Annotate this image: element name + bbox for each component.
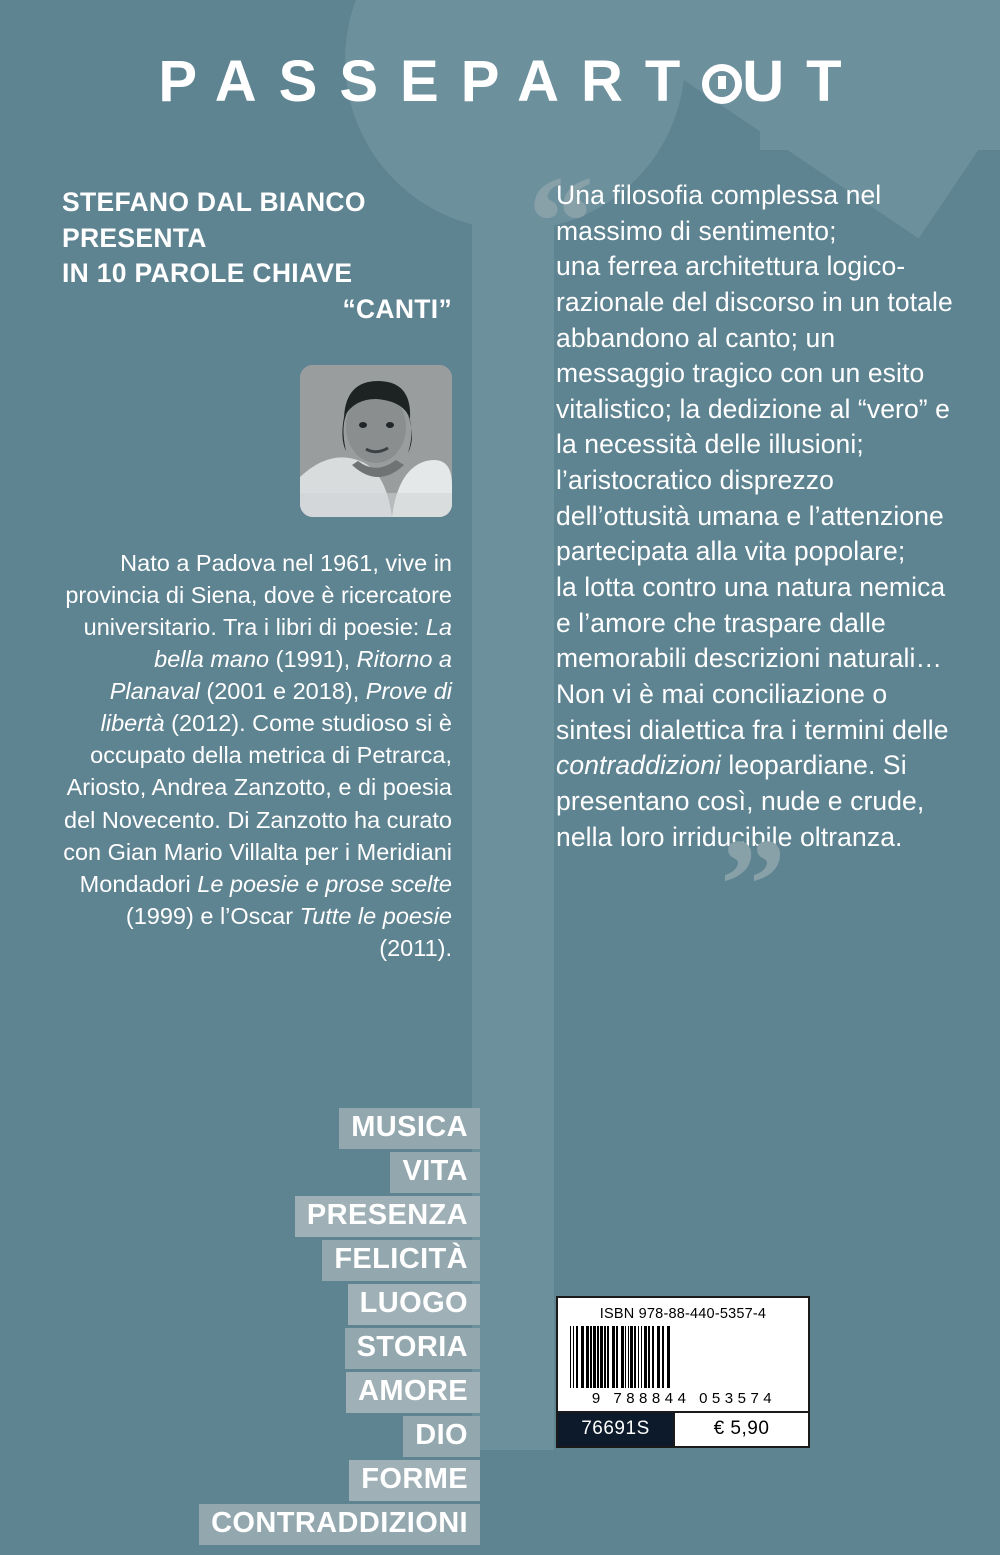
- keyword-item: FORME: [349, 1460, 480, 1501]
- isbn-text: ISBN 978-88-440-5357-4: [599, 1306, 767, 1322]
- author-bio: Nato a Padova nel 1961, vive in provincia di Siena, dove è ricercatore universitario. Tra i libri di poesie: La bella mano (1991), Ritorno a Planaval (2001 e 2018), Prove di libertà (2012). Come studioso si è occupato della metrica di Petrarca, Ariosto, Andrea Zanzotto, e di poesia del Novecento. Di Zanzotto ha curato con Gian Mario Villalta per i Meridiani Mondadori Le poesie e prose scelte (1999) e l’Oscar Tutte le poesie (2011).: [63, 550, 452, 961]
- keyword-item: CONTRADDIZIONI: [199, 1504, 480, 1545]
- quote-text: Una filosofia complessa nel massimo di sentimento; una ferrea architettura logico-razionale del discorso in un totale abbandono al canto; un messaggio tragico con un esito vitalistico; la dedizione al “vero” e la necessità delle illusioni; l’aristocratico disprezzo dell’ottusità umana e l’attenzione partecipata alla vita popolare; la lotta contro una natura nemica e l’amore che traspare dalle memorabili descrizioni naturali… Non vi è mai conciliazione o sintesi dialettica fra i termini delle contraddizioni leopardiane. Si presentano così, nude e crude, nella loro irriducibile oltranza.: [556, 180, 953, 852]
- keyword-item: STORIA: [345, 1328, 480, 1369]
- barcode-block: [556, 1296, 810, 1448]
- keyword-list: [40, 1108, 480, 1548]
- keyword-item: LUOGO: [348, 1284, 480, 1325]
- keyhole-o-icon: [702, 64, 742, 104]
- internal-code: 76691S: [558, 1413, 673, 1446]
- author-heading: [62, 185, 452, 327]
- price-row: [558, 1411, 808, 1446]
- series-title-text-after: UT: [742, 49, 864, 114]
- series-title: [0, 48, 1000, 115]
- keyword-item: PRESENZA: [295, 1196, 480, 1237]
- open-quote-mark: “: [528, 148, 594, 295]
- series-title-text-before: PASSEPART: [158, 49, 703, 114]
- price-value: € 5,90: [673, 1413, 808, 1446]
- author-heading-line-1: STEFANO DAL BIANCO: [62, 187, 366, 217]
- author-photo-illustration: [300, 365, 452, 517]
- author-heading-line-4: “CANTI”: [342, 293, 452, 324]
- author-heading-line-3: IN 10 PAROLE CHIAVE: [62, 258, 353, 288]
- keyword-item: FELICITÀ: [322, 1240, 480, 1281]
- keyword-item: AMORE: [346, 1372, 480, 1413]
- barcode-digits: 9 788844 053574: [591, 1390, 777, 1407]
- author-heading-line-2: PRESENTA: [62, 222, 207, 253]
- avatar: [300, 365, 452, 517]
- author-column: [62, 185, 452, 964]
- keyword-item: MUSICA: [339, 1108, 480, 1149]
- keyword-item: VITA: [390, 1152, 480, 1193]
- quote-block: [528, 148, 956, 959]
- close-quote-mark: ”: [720, 811, 786, 959]
- barcode-bars: [570, 1326, 796, 1388]
- background-keyhole-stem: [472, 120, 554, 1450]
- keyword-item: DIO: [403, 1416, 480, 1457]
